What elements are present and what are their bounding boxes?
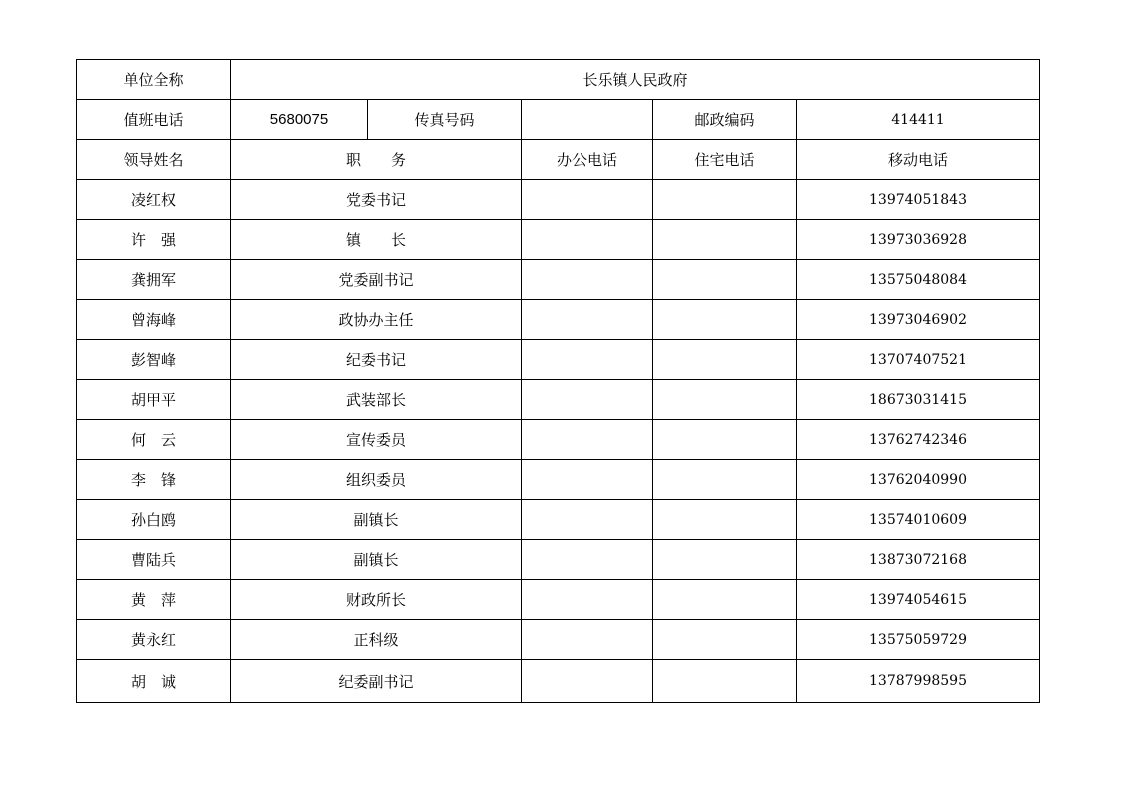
leader-mobile: 13974054615: [797, 580, 1040, 620]
leader-office-phone: [522, 340, 653, 380]
leader-mobile: 13707407521: [797, 340, 1040, 380]
leader-name: 曾海峰: [77, 300, 231, 340]
leader-home-phone: [653, 340, 797, 380]
leader-mobile: 13574010609: [797, 500, 1040, 540]
leader-name: 黄 萍: [77, 580, 231, 620]
leader-position: 副镇长: [231, 540, 522, 580]
leader-office-phone: [522, 540, 653, 580]
leader-home-phone: [653, 220, 797, 260]
leader-name: 胡甲平: [77, 380, 231, 420]
leader-mobile: 18673031415: [797, 380, 1040, 420]
leader-home-phone: [653, 660, 797, 703]
leader-mobile: 13575059729: [797, 620, 1040, 660]
leader-home-phone: [653, 500, 797, 540]
header-home-phone: 住宅电话: [653, 140, 797, 180]
leader-position: 党委书记: [231, 180, 522, 220]
unit-label: 单位全称: [77, 60, 231, 100]
header-office-phone: 办公电话: [522, 140, 653, 180]
leader-position: 财政所长: [231, 580, 522, 620]
leader-position: 党委副书记: [231, 260, 522, 300]
leader-office-phone: [522, 300, 653, 340]
table-row: [77, 460, 1040, 500]
leader-mobile: 13973036928: [797, 220, 1040, 260]
leader-office-phone: [522, 660, 653, 703]
leader-name: 李 锋: [77, 460, 231, 500]
header-mobile: 移动电话: [797, 140, 1040, 180]
table-row: [77, 380, 1040, 420]
leader-position: 纪委副书记: [231, 660, 522, 703]
duty-phone-value: 5680075: [231, 100, 368, 140]
leader-home-phone: [653, 540, 797, 580]
leader-position: 副镇长: [231, 500, 522, 540]
table-row: [77, 620, 1040, 660]
leader-home-phone: [653, 580, 797, 620]
leader-office-phone: [522, 420, 653, 460]
leader-home-phone: [653, 180, 797, 220]
table-row: [77, 500, 1040, 540]
leader-name: 凌红权: [77, 180, 231, 220]
leader-office-phone: [522, 500, 653, 540]
duty-phone-label: 值班电话: [77, 100, 231, 140]
leader-name: 孙白鸥: [77, 500, 231, 540]
leader-office-phone: [522, 220, 653, 260]
leader-position: 宣传委员: [231, 420, 522, 460]
leader-office-phone: [522, 380, 653, 420]
leader-office-phone: [522, 460, 653, 500]
unit-name: 长乐镇人民政府: [231, 60, 1040, 100]
table-row: [77, 660, 1040, 703]
postcode-value: 414411: [797, 100, 1040, 140]
header-name: 领导姓名: [77, 140, 231, 180]
leader-mobile: 13973046902: [797, 300, 1040, 340]
leader-mobile: 13873072168: [797, 540, 1040, 580]
leader-name: 黄永红: [77, 620, 231, 660]
leader-mobile: 13787998595: [797, 660, 1040, 703]
leader-position: 纪委书记: [231, 340, 522, 380]
leader-office-phone: [522, 260, 653, 300]
leader-name: 胡 诚: [77, 660, 231, 703]
leader-name: 曹陆兵: [77, 540, 231, 580]
fax-value: [522, 100, 653, 140]
leader-name: 何 云: [77, 420, 231, 460]
leader-position: 镇 长: [231, 220, 522, 260]
header-position: 职 务: [231, 140, 522, 180]
table-row: [77, 260, 1040, 300]
fax-label: 传真号码: [368, 100, 522, 140]
leader-home-phone: [653, 300, 797, 340]
leader-home-phone: [653, 420, 797, 460]
leader-home-phone: [653, 380, 797, 420]
contact-row: [77, 100, 1040, 140]
leader-name: 许 强: [77, 220, 231, 260]
leader-position: 武装部长: [231, 380, 522, 420]
leader-mobile: 13762742346: [797, 420, 1040, 460]
leader-name: 龚拥军: [77, 260, 231, 300]
leader-position: 正科级: [231, 620, 522, 660]
leader-home-phone: [653, 260, 797, 300]
table-row: [77, 540, 1040, 580]
leader-office-phone: [522, 580, 653, 620]
postcode-label: 邮政编码: [653, 100, 797, 140]
column-header-row: [77, 140, 1040, 180]
unit-row: [77, 60, 1040, 100]
leader-position: 政协办主任: [231, 300, 522, 340]
leader-mobile: 13974051843: [797, 180, 1040, 220]
leader-home-phone: [653, 460, 797, 500]
table-row: [77, 300, 1040, 340]
table-row: [77, 220, 1040, 260]
leader-name: 彭智峰: [77, 340, 231, 380]
leader-contact-table: [76, 59, 1040, 703]
table-row: [77, 420, 1040, 460]
leader-office-phone: [522, 180, 653, 220]
table-row: [77, 580, 1040, 620]
table-row: [77, 180, 1040, 220]
leader-position: 组织委员: [231, 460, 522, 500]
leader-office-phone: [522, 620, 653, 660]
leader-mobile: 13575048084: [797, 260, 1040, 300]
leader-mobile: 13762040990: [797, 460, 1040, 500]
table-row: [77, 340, 1040, 380]
leader-home-phone: [653, 620, 797, 660]
